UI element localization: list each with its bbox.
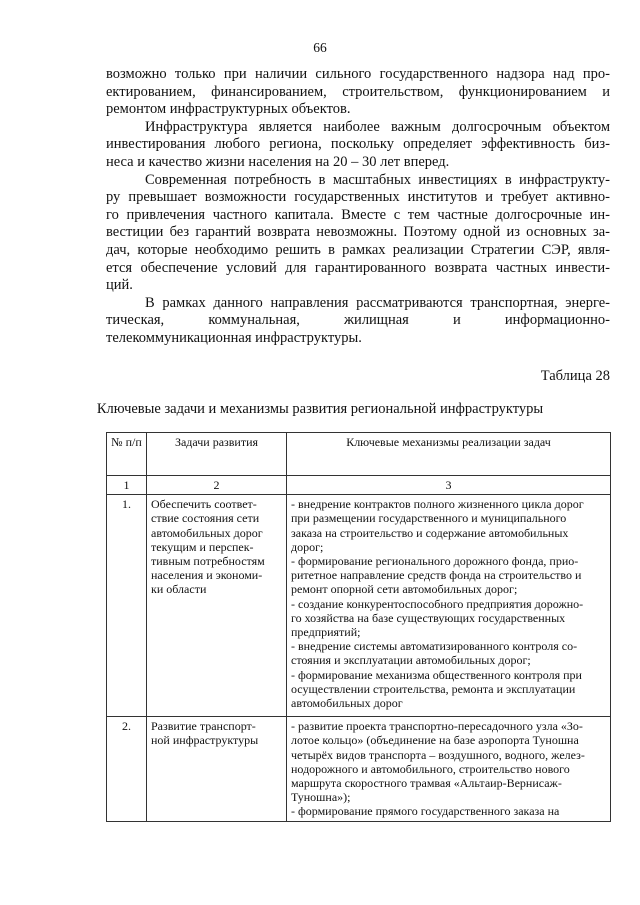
paragraph <box>106 66 610 119</box>
cell-line: дорог; <box>291 539 324 554</box>
mechanisms-cell <box>287 717 611 821</box>
row-number-cell: 1. <box>107 495 147 717</box>
paragraph <box>106 119 610 172</box>
cell-line: тивным потребностям <box>151 554 265 569</box>
cell-line: ки области <box>151 582 207 597</box>
header-cell-number: № п/п <box>107 433 147 476</box>
table-row <box>107 495 611 717</box>
text-line: вестиции без гарантий возврата невозможны. Поэтому одной из основных за- <box>106 224 610 241</box>
text-line: тическая, коммунальная, жилищная и информационно- <box>106 312 610 329</box>
column-number-cell: 1 <box>107 476 147 495</box>
table-row <box>107 717 611 821</box>
cell-line: ремонт опорной сети автомобильных дорог; <box>291 582 518 597</box>
cell-line: четырёх видов транспорта – воздушного, водного, желез- <box>291 747 585 762</box>
text-line: дач, которые необходимо решить в рамках реализации Стратегии СЭР, явля- <box>106 241 610 258</box>
cell-line: маршрута скоростного трамвая «Альтаир-Вернисаж- <box>291 776 562 791</box>
cell-line: го хозяйства на базе существующих государственных <box>291 610 566 625</box>
cell-line: - создание конкурентоспособного предприятия дорожно- <box>291 596 584 611</box>
text-line: ется обеспечение условий для гарантированного возврата частных инвести- <box>106 259 610 276</box>
tasks-table <box>106 432 611 822</box>
cell-line: - формирование прямого государственного заказа на <box>291 804 560 819</box>
text-line: неса и качество жизни населения на 20 – 30 лет вперед. <box>106 153 450 170</box>
cell-line: осуществлении строительства, ремонта и эксплуатации <box>291 681 576 696</box>
cell-line: заказа на строительство и содержание автомобильных <box>291 525 569 540</box>
cell-line: при размещении государственного и муниципального <box>291 511 567 526</box>
paragraph <box>106 172 610 295</box>
table-label: Таблица 28 <box>540 368 610 384</box>
text-line: В рамках данного направления рассматриваются транспортная, энерге- <box>145 294 610 311</box>
text-line: возможно только при наличии сильного государственного надзора над про- <box>106 66 610 82</box>
cell-line: Туношна»); <box>291 790 351 805</box>
cell-line: - внедрение контрактов полного жизненного цикла дорог <box>291 497 584 512</box>
cell-line: ствие состояния сети <box>151 511 260 526</box>
column-number-cell: 3 <box>287 476 611 495</box>
column-number-cell: 2 <box>147 476 287 495</box>
text-line: ру превышает возможности государственных институтов и требует активно- <box>106 189 610 206</box>
cell-line: - формирование механизма общественного контроля при <box>291 667 582 682</box>
body-text <box>106 66 610 348</box>
page-number: 66 <box>313 40 327 55</box>
text-line: ектированием, финансированием, строительством, функционированием и <box>106 83 610 100</box>
text-line: ремонтом инфраструктурных объектов. <box>106 101 351 118</box>
cell-line: автомобильных дорог <box>291 696 403 711</box>
column-number-row <box>107 476 611 495</box>
cell-line: нодорожного и автомобильного, строительство нового <box>291 761 570 776</box>
header-cell-mechanisms: Ключевые механизмы реализации задач <box>287 433 611 476</box>
cell-line: Обеспечить соответ- <box>151 497 257 512</box>
mechanisms-cell <box>287 495 611 717</box>
task-cell <box>147 495 287 717</box>
table-title: Ключевые задачи и механизмы развития региональной инфраструктуры <box>96 401 544 417</box>
row-number-cell: 2. <box>107 717 147 821</box>
text-line: Современная потребность в масштабных инвестициях в инфраструкту- <box>145 171 610 188</box>
header-cell-task: Задачи развития <box>147 433 287 476</box>
table-header-row <box>107 433 611 476</box>
cell-line: населения и экономи- <box>151 568 263 583</box>
cell-line: автомобильных дорог <box>151 525 263 540</box>
cell-line: - внедрение системы автоматизированного контроля со- <box>291 639 578 654</box>
cell-line: лотое кольцо» (объединение на базе аэропорта Туношна <box>291 733 579 748</box>
text-line: инвестирования любого региона, поскольку определяет эффективность биз- <box>106 136 610 153</box>
cell-line: предприятий; <box>291 625 361 640</box>
text-line: го привлечения частного капитала. Вместе с тем частные долгосрочные ин- <box>106 206 610 223</box>
cell-line: Развитие транспорт- <box>151 719 256 734</box>
text-line: ций. <box>106 277 133 294</box>
cell-line: ритетное направление средств фонда на строительство и <box>291 568 582 583</box>
cell-line: - развитие проекта транспортно-пересадочного узла «Зо- <box>291 719 583 734</box>
cell-line: - формирование регионального дорожного фонда, прио- <box>291 554 579 569</box>
text-line: телекоммуникационная инфраструктуры. <box>106 329 362 346</box>
cell-line: стояния и эксплуатации автомобильных дорог; <box>291 653 531 668</box>
task-cell <box>147 717 287 821</box>
paragraph <box>106 295 610 348</box>
cell-line: ной инфраструктуры <box>151 733 259 748</box>
cell-line: текущим и перспек- <box>151 539 254 554</box>
text-line: Инфраструктура является наиболее важным долгосрочным объектом <box>145 118 610 135</box>
